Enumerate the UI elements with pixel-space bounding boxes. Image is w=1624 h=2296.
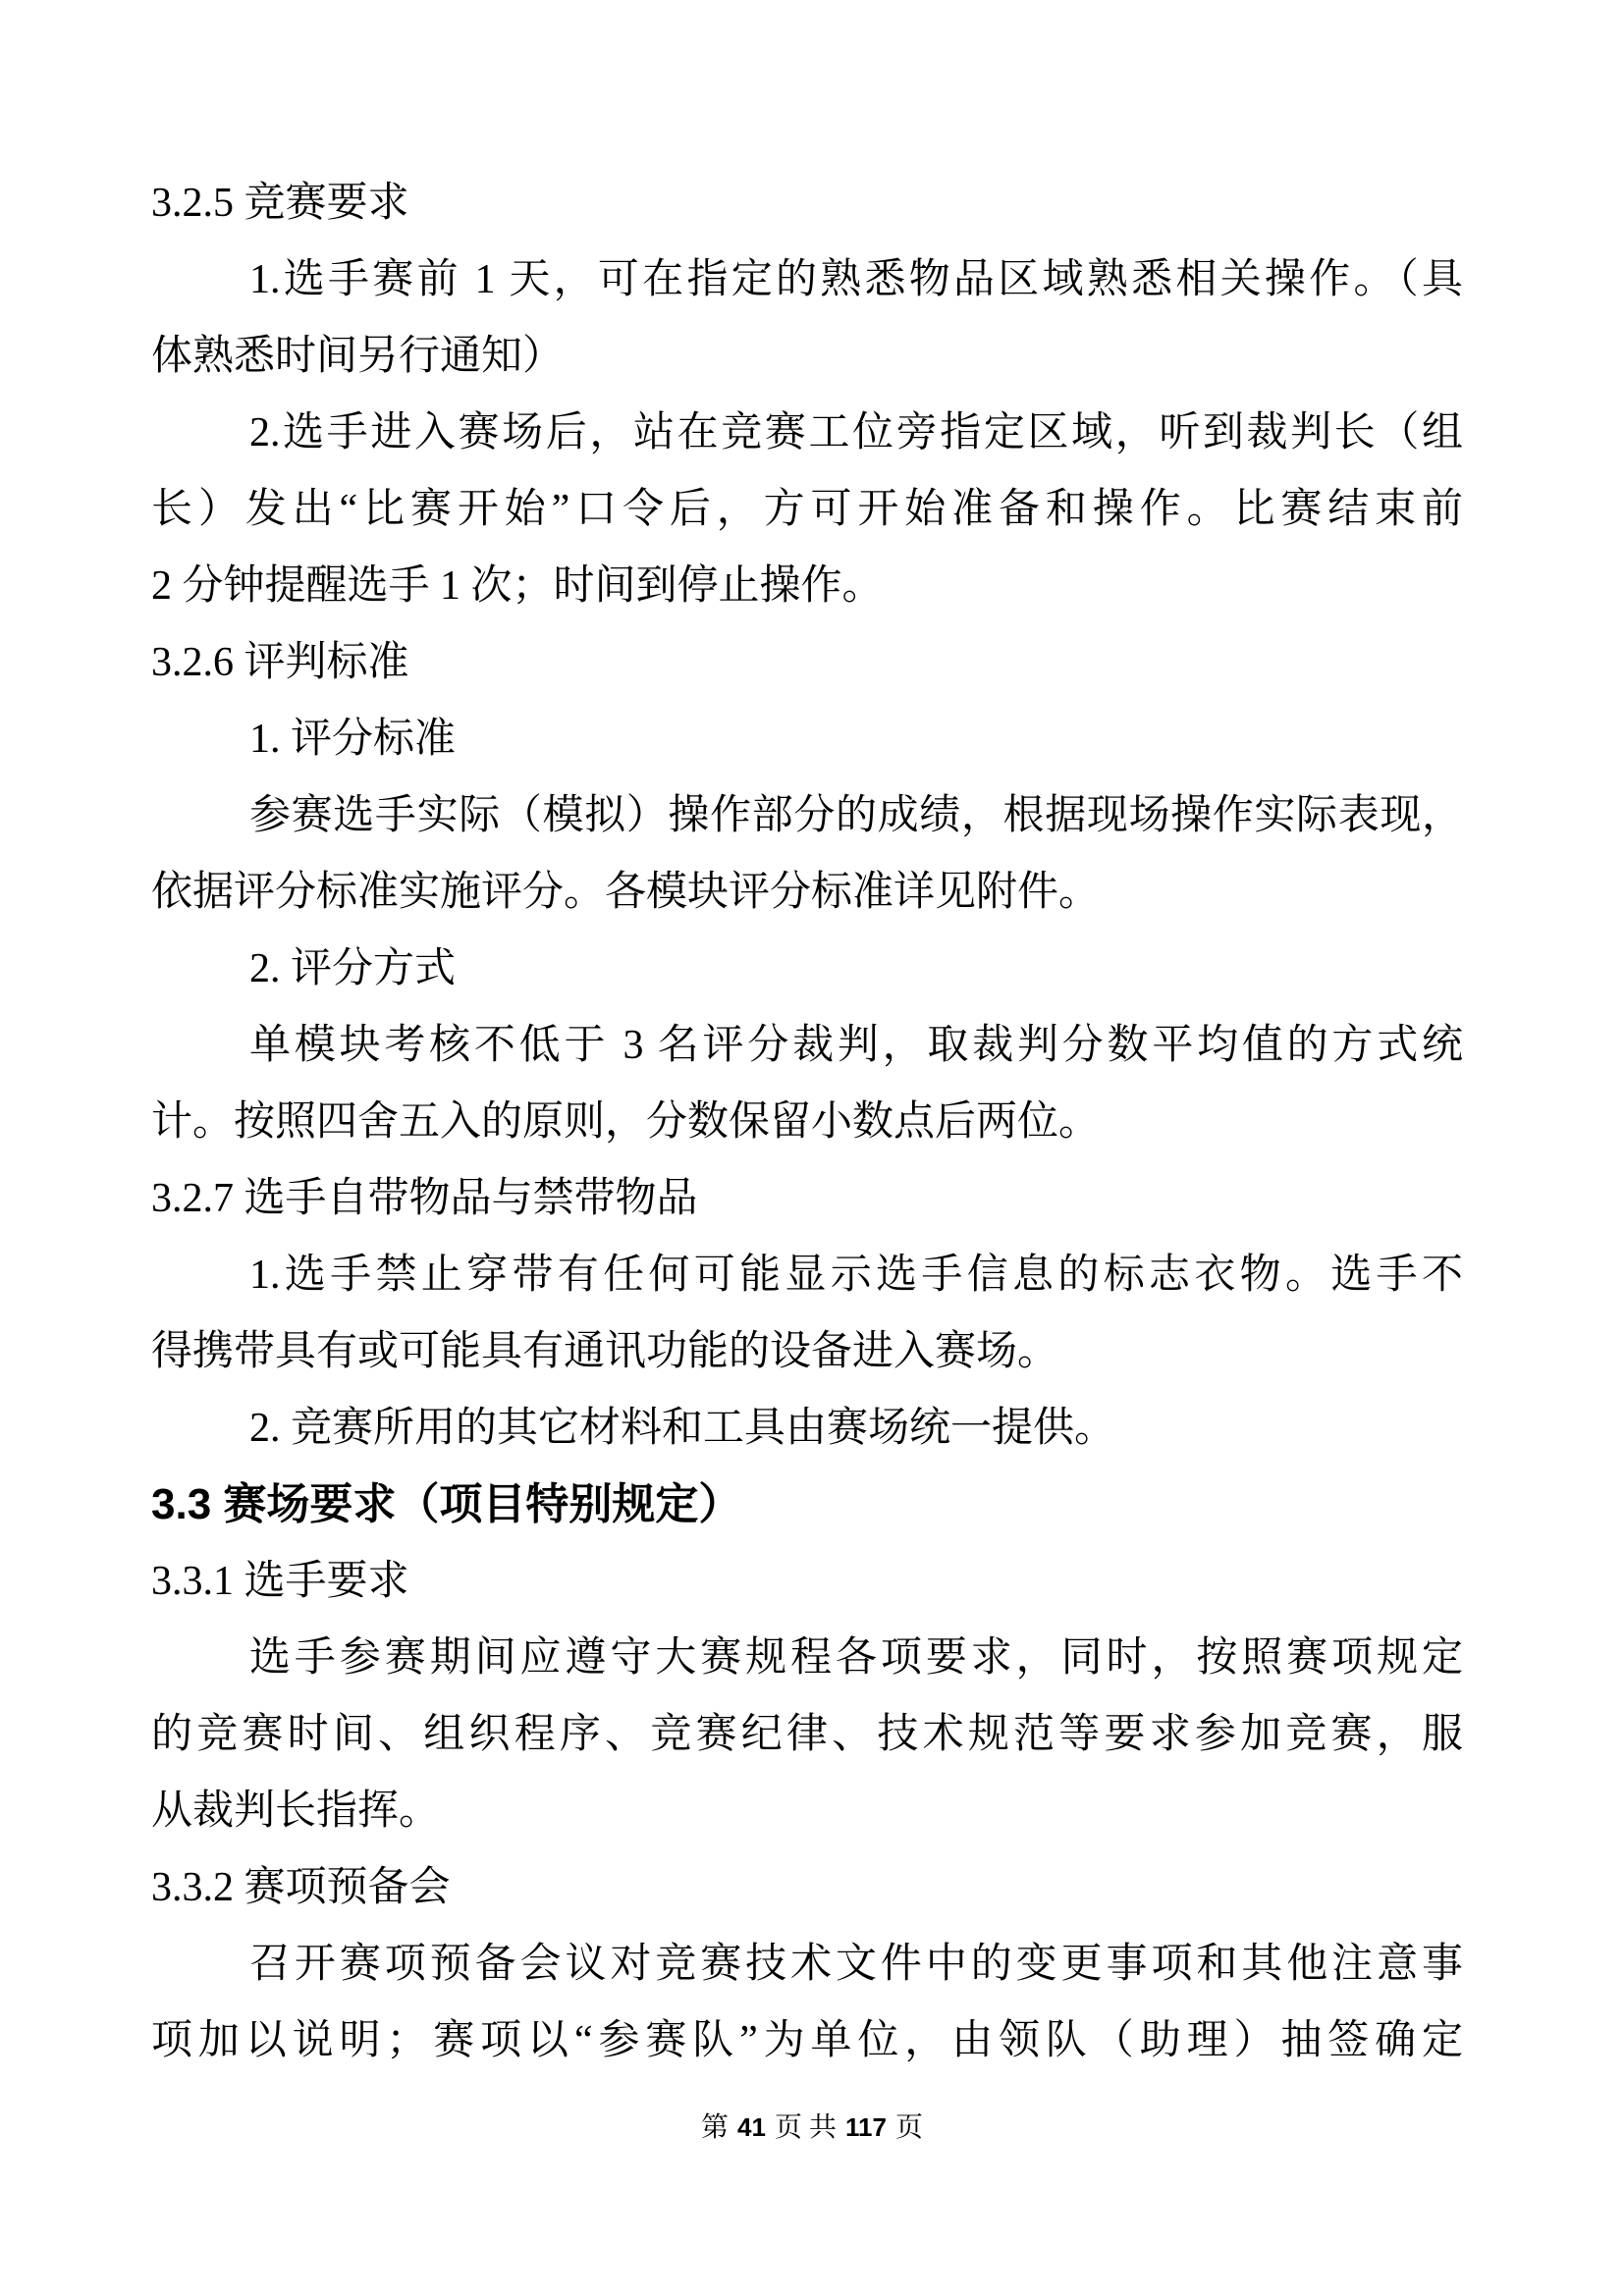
page-number-current: 41 <box>737 2112 766 2142</box>
paragraph-line: 计。按照四舍五入的原则，分数保留小数点后两位。 <box>151 1099 1101 1145</box>
page-number-total: 117 <box>844 2112 887 2142</box>
section-heading-bold: 3.3 赛场要求（项目特别规定） <box>151 1480 742 1528</box>
paragraph-first-line: 选手参赛期间应遵守大赛规程各项要求，同时，按照赛项规定 <box>249 1635 1463 1681</box>
paragraph-first-line: 1.选手禁止穿带有任何可能显示选手信息的标志衣物。选手不 <box>249 1253 1463 1298</box>
section-heading: 3.3.1 选手要求 <box>151 1559 409 1604</box>
paragraph-first-line: 1. 评分标准 <box>249 717 457 762</box>
paragraph-first-line: 参赛选手实际（模拟）操作部分的成绩，根据现场操作实际表现， <box>249 793 1463 838</box>
section-heading: 3.2.5 竞赛要求 <box>151 181 409 226</box>
section-heading: 3.2.6 评判标准 <box>151 640 409 685</box>
paragraph-first-line: 单模块考核不低于 3 名评分裁判，取裁判分数平均值的方式统 <box>249 1023 1463 1068</box>
paragraph-line: 得携带具有或可能具有通讯功能的设备进入赛场。 <box>151 1329 1059 1374</box>
section-heading: 3.2.7 选手自带物品与禁带物品 <box>151 1176 698 1221</box>
paragraph-first-line: 2.选手进入赛场后，站在竞赛工位旁指定区域，听到裁判长（组 <box>249 410 1463 455</box>
paragraph-line: 长）发出“比赛开始”口令后，方可开始准备和操作。比赛结束前 <box>151 487 1463 532</box>
paragraph-line: 体熟悉时间另行通知） <box>151 334 565 379</box>
paragraph-line: 从裁判长指挥。 <box>151 1789 441 1834</box>
paragraph-line: 项加以说明；赛项以“参赛队”为单位，由领队（助理）抽签确定 <box>151 2018 1463 2063</box>
footer-label-suffix: 页 <box>894 2112 923 2143</box>
footer-label-prefix: 第 <box>701 2112 730 2143</box>
paragraph-first-line: 召开赛项预备会议对竞赛技术文件中的变更事项和其他注意事 <box>249 1942 1463 1987</box>
document-content <box>151 165 1463 2079</box>
paragraph-first-line: 2. 评分方式 <box>249 946 457 991</box>
paragraph-first-line: 2. 竞赛所用的其它材料和工具由赛场统一提供。 <box>249 1406 1116 1451</box>
paragraph-line: 的竞赛时间、组织程序、竞赛纪律、技术规范等要求参加竞赛，服 <box>151 1712 1463 1757</box>
paragraph-line: 2 分钟提醒选手 1 次；时间到停止操作。 <box>151 563 884 609</box>
footer-label-middle: 页 共 <box>774 2112 837 2143</box>
paragraph-first-line: 1.选手赛前 1 天，可在指定的熟悉物品区域熟悉相关操作。（具 <box>249 257 1463 302</box>
section-heading: 3.3.2 赛项预备会 <box>151 1865 451 1910</box>
paragraph-line: 依据评分标准实施评分。各模块评分标准详见附件。 <box>151 870 1101 915</box>
page-footer <box>0 2107 1624 2149</box>
